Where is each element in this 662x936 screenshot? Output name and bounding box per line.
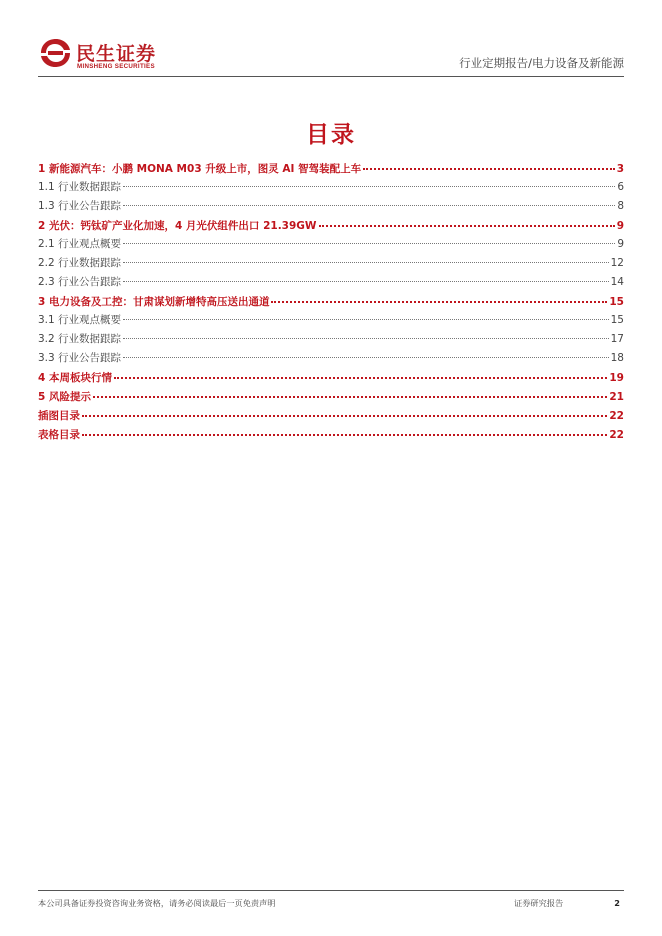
- toc-entry-label[interactable]: 1.3 行业公告跟踪: [38, 200, 122, 212]
- toc-entry-label[interactable]: 2 光伏：钙钛矿产业化加速，4 月光伏组件出口 21.39GW: [38, 220, 317, 232]
- footer-doc-type: 证券研究报告: [514, 898, 564, 908]
- logo-chinese-name: 民生证券: [76, 43, 157, 65]
- toc-entry-label[interactable]: 4 本周板块行情: [38, 372, 112, 384]
- toc-entry-page[interactable]: 18: [610, 352, 624, 364]
- toc-entry-page[interactable]: 9: [616, 220, 624, 232]
- toc-entry[interactable]: [38, 424, 624, 443]
- toc-entry-label[interactable]: 3.2 行业数据跟踪: [38, 333, 122, 345]
- logo-english-name: MINSHENG SECURITIES: [77, 63, 155, 70]
- toc-entry-page[interactable]: 17: [610, 333, 624, 345]
- toc-dot-leader: [123, 345, 609, 358]
- toc-entry-label[interactable]: 5 风险提示: [38, 391, 91, 403]
- toc-entry-page[interactable]: 3: [616, 163, 624, 175]
- toc-entry-label[interactable]: 3 电力设备及工控：甘肃谋划新增特高压送出通道: [38, 296, 270, 308]
- toc-entry-label[interactable]: 插图目录: [38, 410, 80, 422]
- report-type-label: 行业定期报告/电力设备及新能源: [459, 56, 624, 70]
- minsheng-logo-icon: [38, 38, 72, 68]
- toc-entry-page[interactable]: 22: [609, 429, 624, 441]
- toc-entry-page[interactable]: 15: [610, 314, 624, 326]
- toc-dot-leader: [123, 307, 609, 320]
- toc-dot-leader: [82, 422, 607, 436]
- toc-dot-leader: [271, 289, 607, 303]
- toc-entry-label[interactable]: 1 新能源汽车：小鹏 MONA M03 升级上市，图灵 AI 智驾装配上车: [38, 163, 362, 175]
- table-of-contents: [38, 158, 624, 443]
- toc-entry-page[interactable]: 8: [617, 200, 624, 212]
- toc-dot-leader: [82, 403, 607, 417]
- toc-entry-label[interactable]: 3.1 行业观点概要: [38, 314, 122, 326]
- toc-entry-label[interactable]: 2.3 行业公告跟踪: [38, 276, 122, 288]
- toc-entry-label[interactable]: 表格目录: [38, 429, 80, 441]
- toc-dot-leader: [123, 269, 609, 282]
- toc-entry-page[interactable]: 19: [609, 372, 624, 384]
- toc-dot-leader: [123, 231, 615, 244]
- toc-entry-page[interactable]: 22: [609, 410, 624, 422]
- page-footer: [38, 890, 624, 908]
- toc-dot-leader: [123, 326, 609, 339]
- toc-dot-leader: [93, 384, 607, 398]
- toc-entry-label[interactable]: 2.2 行业数据跟踪: [38, 257, 122, 269]
- toc-entry-page[interactable]: 15: [609, 296, 624, 308]
- toc-entry-page[interactable]: 9: [617, 238, 624, 250]
- toc-dot-leader: [123, 250, 609, 263]
- footer-page-number: 2: [614, 898, 620, 908]
- toc-entry-label[interactable]: 1.1 行业数据跟踪: [38, 181, 122, 193]
- toc-entry-page[interactable]: 6: [617, 181, 624, 193]
- page-header: [38, 34, 624, 77]
- toc-entry-page[interactable]: 12: [610, 257, 624, 269]
- toc-entry-label[interactable]: 2.1 行业观点概要: [38, 238, 122, 250]
- toc-entry-label[interactable]: 3.3 行业公告跟踪: [38, 352, 122, 364]
- toc-dot-leader: [123, 193, 615, 206]
- toc-dot-leader: [114, 365, 607, 379]
- toc-dot-leader: [319, 213, 615, 227]
- footer-disclaimer: 本公司具备证券投资咨询业务资格，请务必阅读最后一页免责声明: [38, 898, 276, 908]
- toc-entry-page[interactable]: 14: [610, 276, 624, 288]
- toc-dot-leader: [363, 156, 615, 170]
- toc-entry-page[interactable]: 21: [609, 391, 624, 403]
- toc-dot-leader: [123, 174, 615, 187]
- toc-title: 目录: [306, 122, 356, 148]
